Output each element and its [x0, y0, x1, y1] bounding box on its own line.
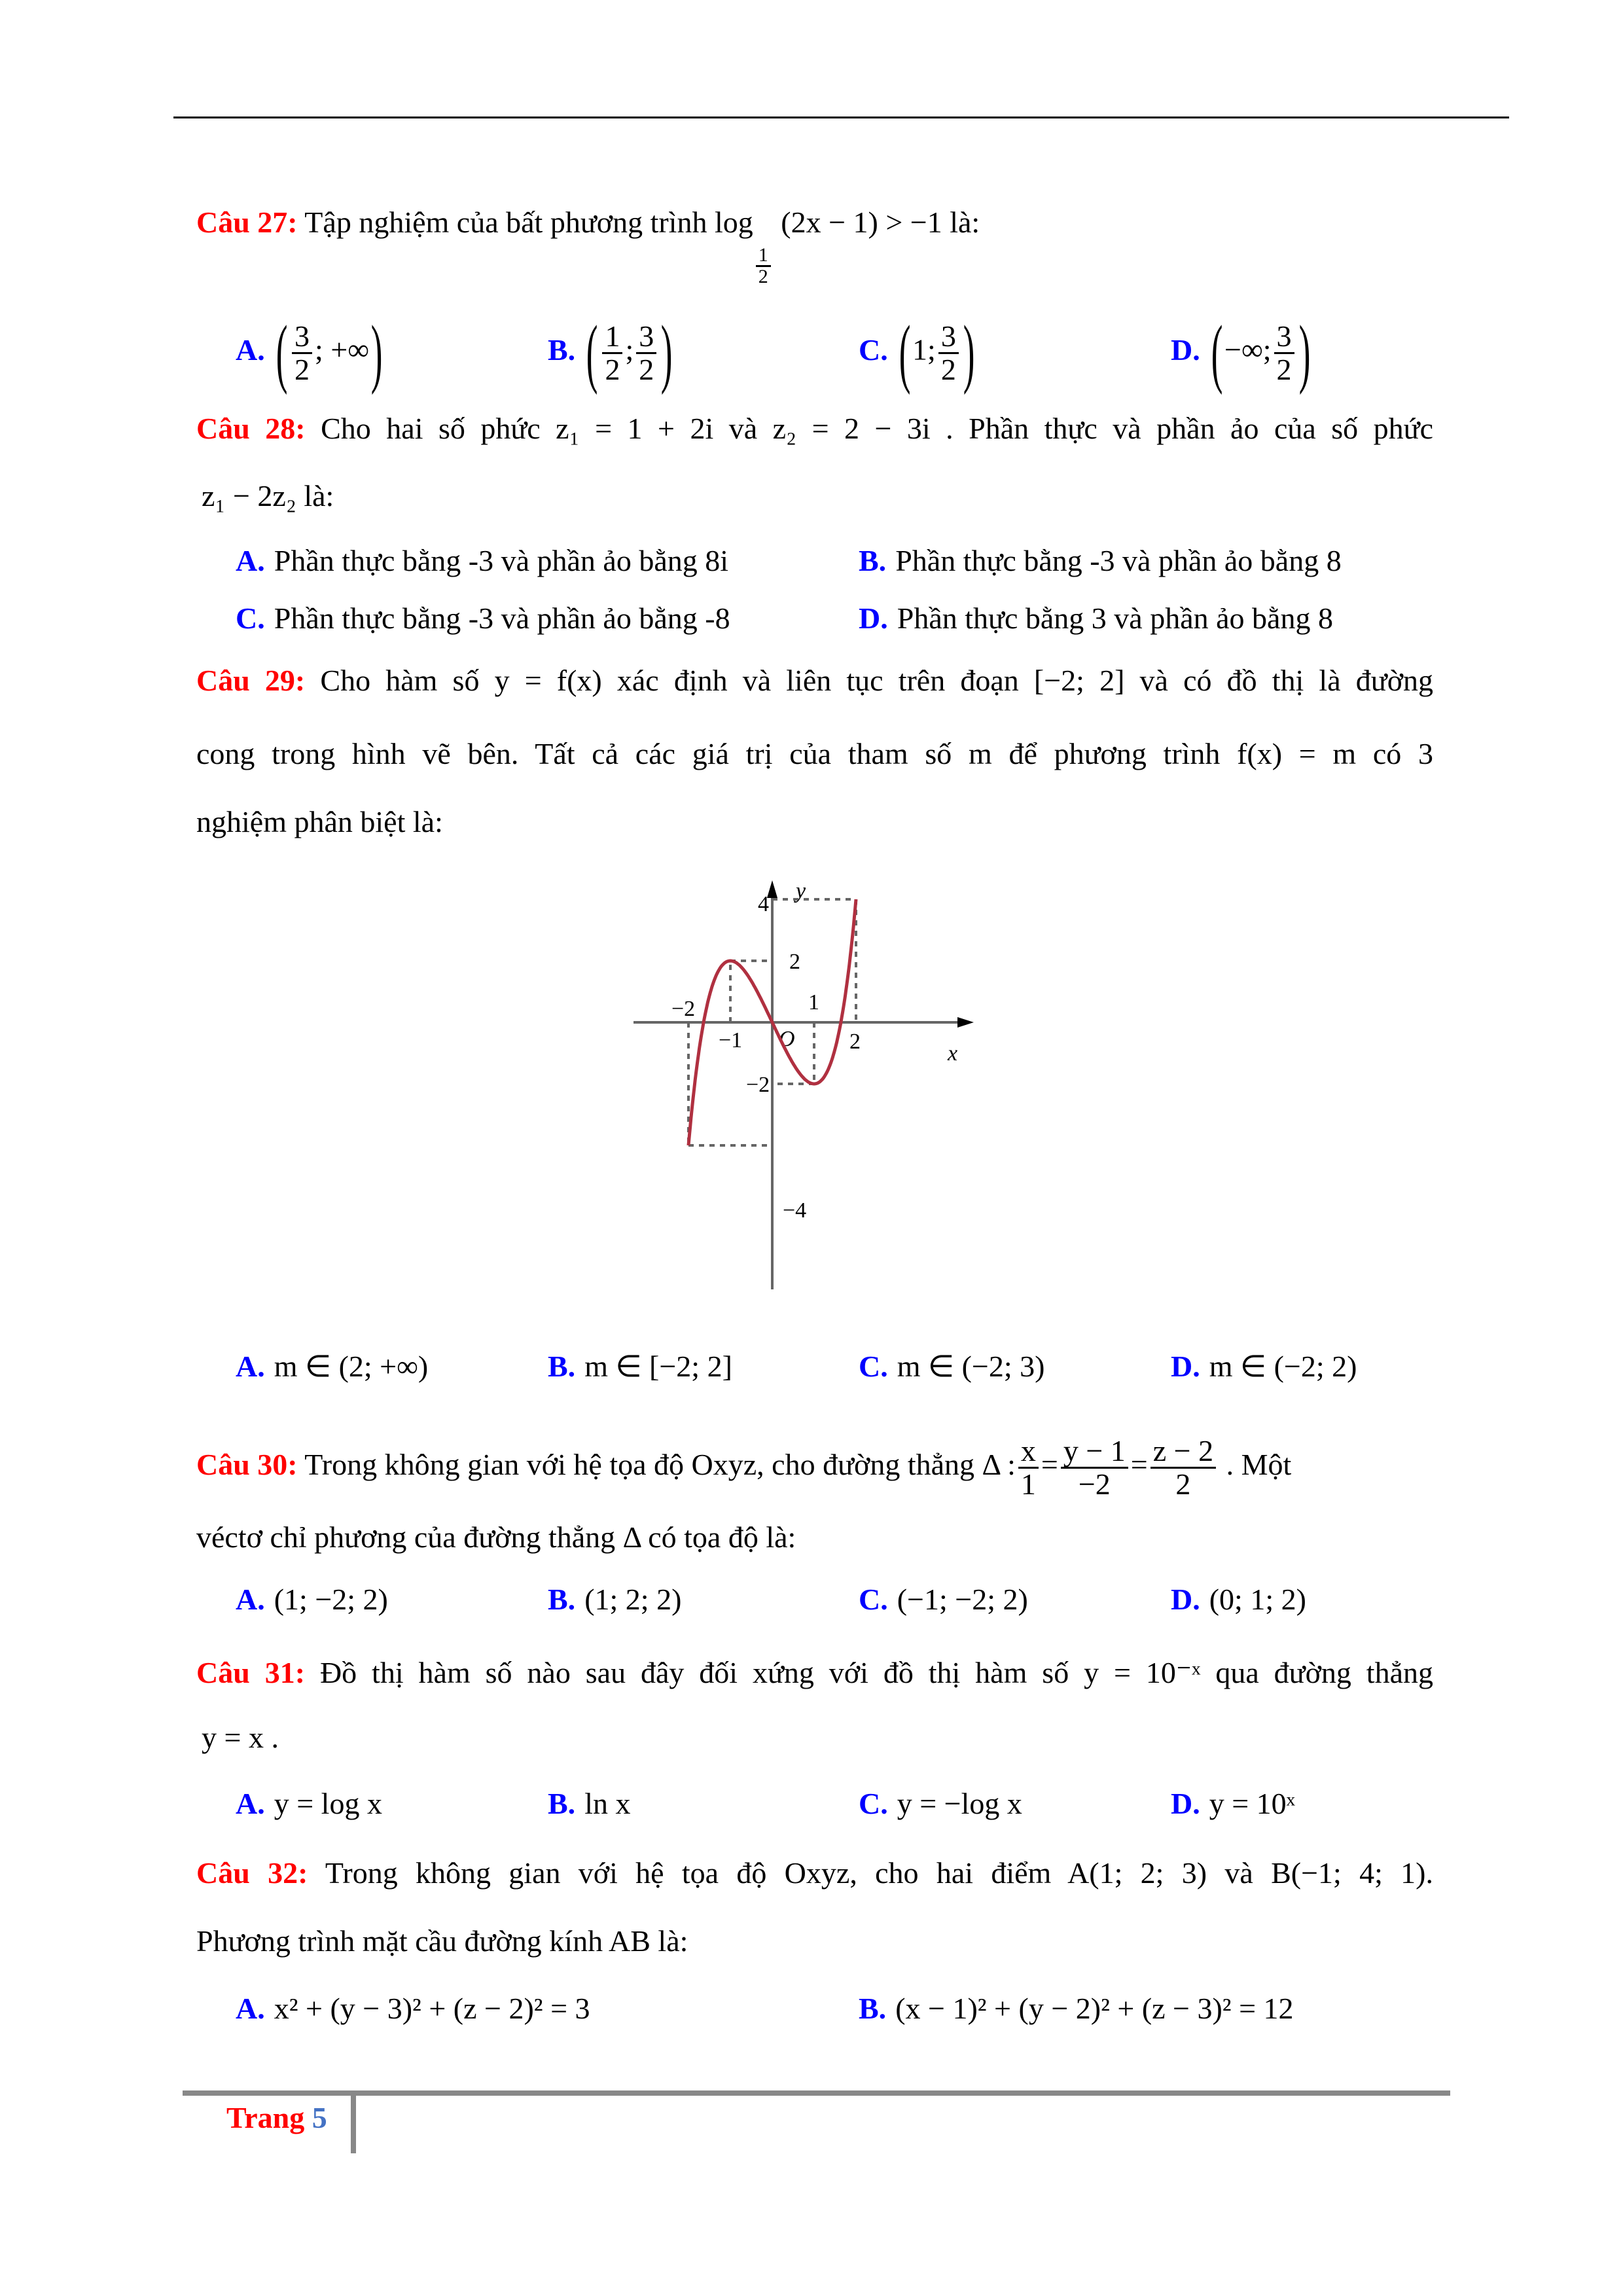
x-tick: 1: [808, 990, 819, 1014]
option-a[interactable]: A. x² + (y − 3)² + (z − 2)² = 3: [236, 1992, 590, 2025]
question-text: Đồ thị hàm số nào sau đây đối xứng với đồ thị hàm số y = 10⁻ˣ qua đường thẳng: [319, 1656, 1433, 1689]
question-label: Câu 29:: [196, 664, 306, 697]
question-29-line3: nghiệm phân biệt là:: [196, 805, 443, 838]
option-d[interactable]: D. (−∞; $\frac{3}{2}$ ): [1171, 310, 1311, 395]
question-label: Câu 31:: [196, 1656, 306, 1689]
question-label: Câu 30:: [196, 1448, 298, 1482]
option-a[interactable]: A. Phần thực bằng -3 và phần ảo bằng 8i: [236, 544, 729, 577]
y-tick: −2: [746, 1073, 770, 1097]
question-tail: . Một: [1226, 1448, 1292, 1482]
option-a[interactable]: A. m ∈ (2; +∞): [236, 1350, 429, 1383]
question-29-line2: cong trong hình vẽ bên. Tất cả các giá trị của tham số m để phương trình f(x) = m có 3: [196, 737, 1433, 770]
option-b[interactable]: B. m ∈ [−2; 2]: [548, 1350, 732, 1383]
question-28: [196, 409, 1433, 448]
option-a[interactable]: A. (1; −2; 2): [236, 1583, 388, 1616]
y-tick: 2: [789, 950, 800, 974]
x-axis-label: x: [948, 1041, 958, 1066]
question-tail: là:: [950, 206, 980, 239]
question-label: Câu 27:: [196, 206, 298, 239]
page-label: Trang: [226, 2101, 305, 2134]
question-text: Trong không gian với hệ tọa độ Oxyz, cho đường thẳng Δ :: [304, 1448, 1016, 1482]
question-32-line2: Phương trình mặt cầu đường kính AB là:: [196, 1924, 688, 1958]
fraction: $\frac{y - 1}{-2}$: [1061, 1435, 1128, 1500]
question-text: Cho hai số phức z₁ = 1 + 2i và z₂ = 2 − 3i . Phần thực và phần ảo của số phức: [321, 412, 1434, 445]
origin-label: O: [779, 1027, 795, 1051]
log-base: $\frac{1}{2}$: [756, 245, 771, 287]
question-31: [196, 1653, 1433, 1693]
question-29: [196, 661, 1433, 700]
page-value: 5: [312, 2101, 327, 2134]
option-b[interactable]: B. ( $\frac{1}{2}$ ; $\frac{3}{2}$ ): [548, 310, 673, 395]
question-text: Cho hàm số y = f(x) xác định và liên tục trên đoạn [−2; 2] và có đồ thị là đường: [320, 664, 1434, 697]
fraction: $\frac{x}{1}$: [1018, 1435, 1039, 1500]
question-label: Câu 28:: [196, 412, 306, 445]
x-tick: −1: [719, 1028, 743, 1052]
option-d[interactable]: D. m ∈ (−2; 2): [1171, 1350, 1357, 1383]
header-rule: [173, 117, 1509, 118]
question-27: [196, 203, 980, 287]
option-c[interactable]: C. Phần thực bằng -3 và phần ảo bằng -8: [236, 601, 730, 635]
x-axis-arrow-icon: [957, 1017, 974, 1028]
y-tick: 4: [758, 892, 769, 916]
page-number: [226, 2098, 327, 2138]
option-d[interactable]: D. (0; 1; 2): [1171, 1583, 1306, 1616]
footer-rule: [183, 2090, 1450, 2096]
option-b[interactable]: B. Phần thực bằng -3 và phần ảo bằng 8: [859, 544, 1342, 577]
y-tick: −4: [783, 1198, 807, 1223]
option-a[interactable]: A. ( $\frac{3}{2}$ ; +∞): [236, 310, 383, 395]
question-label: Câu 32:: [196, 1856, 308, 1890]
option-c[interactable]: C. (−1; −2; 2): [859, 1583, 1028, 1616]
question-text: Trong không gian với hệ tọa độ Oxyz, cho hai điểm A(1; 2; 3) và B(−1; 4; 1).: [325, 1856, 1433, 1890]
question-30: Câu 30: Trong không gian với hệ tọa độ Oxyz, cho đường thẳng Δ : $\frac{x}{1}$ = $\frac{y - 1}{-2}$ = $\frac{z - 2}{2}$ . Một: [196, 1434, 1292, 1501]
inequality: (2x − 1) > −1: [781, 206, 942, 239]
option-b[interactable]: B. (1; 2; 2): [548, 1583, 682, 1616]
question-32: [196, 1854, 1433, 1893]
x-tick: −2: [671, 997, 696, 1021]
x-tick: 2: [849, 1030, 861, 1054]
option-c[interactable]: C. (1; $\frac{3}{2}$ ): [859, 310, 975, 395]
fraction: $\frac{z - 2}{2}$: [1150, 1435, 1216, 1500]
footer-divider: [351, 2093, 356, 2153]
log: log: [714, 206, 753, 239]
option-b[interactable]: B. (x − 1)² + (y − 2)² + (z − 3)² = 12: [859, 1992, 1294, 2025]
question-31-line2: y = x .: [202, 1721, 279, 1754]
option-c[interactable]: C. y = −log x: [859, 1787, 1022, 1820]
question-30-line2: véctơ chỉ phương của đường thẳng Δ có tọa độ là:: [196, 1520, 796, 1554]
option-d[interactable]: D. Phần thực bằng 3 và phần ảo bằng 8: [859, 601, 1333, 635]
question-28-line2: z₁ − 2z₂ là:: [202, 479, 334, 512]
option-d[interactable]: D. y = 10ˣ: [1171, 1787, 1295, 1820]
option-c[interactable]: C. m ∈ (−2; 3): [859, 1350, 1045, 1383]
option-a[interactable]: A. y = log x: [236, 1787, 382, 1820]
option-b[interactable]: B. ln x: [548, 1787, 631, 1820]
function-graph: [633, 870, 1000, 1296]
y-axis-label: y: [796, 879, 806, 903]
question-text: Tập nghiệm của bất phương trình: [304, 206, 707, 239]
